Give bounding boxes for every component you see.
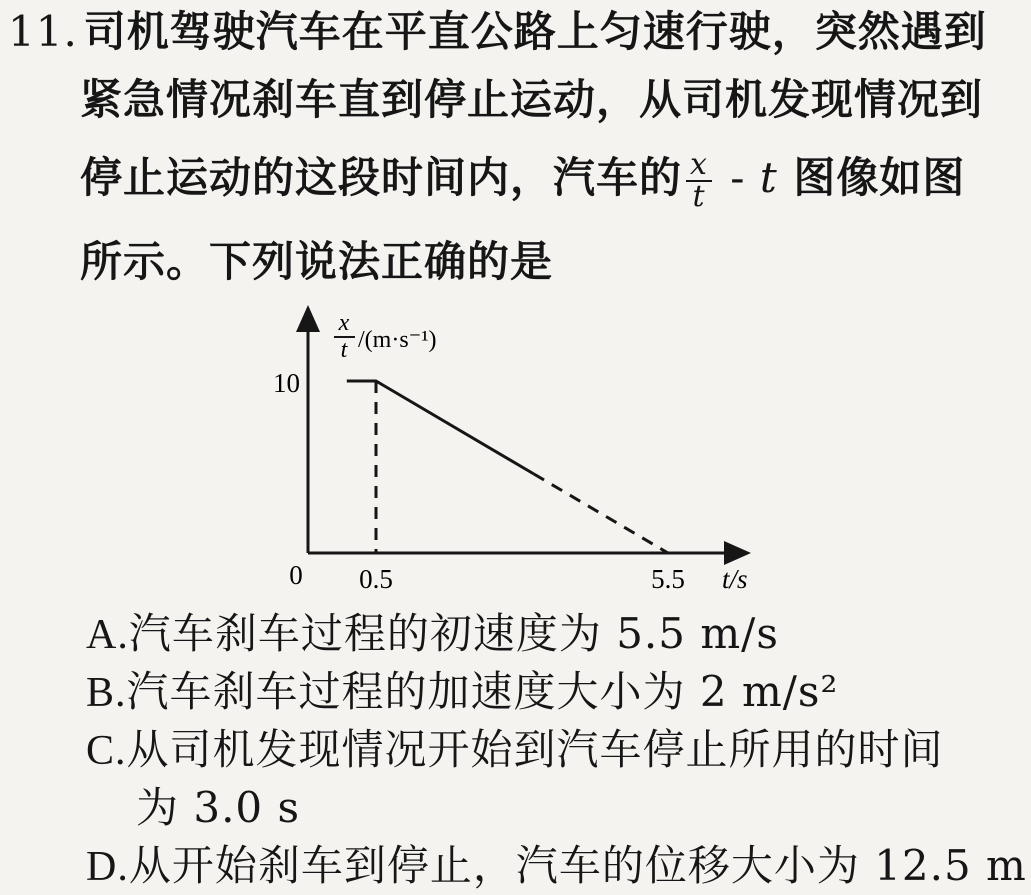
x-over-t-fraction [686, 147, 712, 214]
stem-dash: - [715, 153, 760, 202]
stem-text-3a: 停止运动的这段时间内，汽车的 [80, 153, 683, 202]
option-c-label: C. [86, 728, 127, 774]
option-a[interactable] [86, 606, 779, 663]
option-a-label: A. [86, 612, 129, 658]
fraction-numerator: x [686, 150, 712, 182]
x-tick-label-0.5: 0.5 [359, 564, 393, 594]
stem-line-3 [80, 147, 966, 214]
option-b-text: 汽车刹车过程的加速度大小为 2 m/s² [126, 667, 839, 716]
option-d-text: 从开始刹车到停止，汽车的位移大小为 12.5 m [128, 841, 1027, 890]
stem-text-4: 所示。下列说法正确的是 [80, 237, 554, 286]
option-d[interactable] [86, 838, 1027, 895]
option-b-label: B. [86, 670, 127, 716]
x-axis-label: t/s [722, 564, 748, 594]
option-d-label: D. [86, 844, 129, 890]
option-c-text: 从司机发现情况开始到汽车停止所用的时间 [126, 725, 944, 774]
option-c-text-continued: 为 3.0 s [136, 783, 301, 832]
stem-t-variable: t [759, 153, 778, 202]
y-tick-label-10: 10 [273, 368, 300, 398]
fraction-denominator: t [692, 179, 706, 214]
stem-line-1 [8, 4, 987, 60]
stem-line-2 [80, 72, 983, 128]
option-a-text: 汽车刹车过程的初速度为 5.5 m/s [128, 609, 779, 658]
option-c[interactable] [86, 722, 944, 779]
stem-text-3b: 图像如图 [777, 153, 966, 202]
stem-text-2: 紧急情况刹车直到停止运动，从司机发现情况到 [80, 75, 984, 124]
y-axis-label-numerator: x [338, 310, 350, 336]
stem-text-1: 司机驾驶汽车在平直公路上匀速行驶，突然遇到 [83, 7, 987, 56]
y-axis-label-denominator: t [340, 337, 348, 363]
series-line-1 [534, 474, 668, 553]
origin-label: 0 [289, 560, 303, 590]
series-line-0 [347, 381, 534, 474]
question-number: 11. [8, 7, 78, 56]
x-tick-label-5.5: 5.5 [651, 564, 685, 594]
option-c-continued [136, 780, 300, 836]
stem-line-4 [80, 234, 553, 290]
option-b[interactable] [86, 664, 838, 721]
y-axis-label-unit: /(m·s⁻¹) [358, 327, 437, 353]
series-layer [347, 381, 668, 553]
